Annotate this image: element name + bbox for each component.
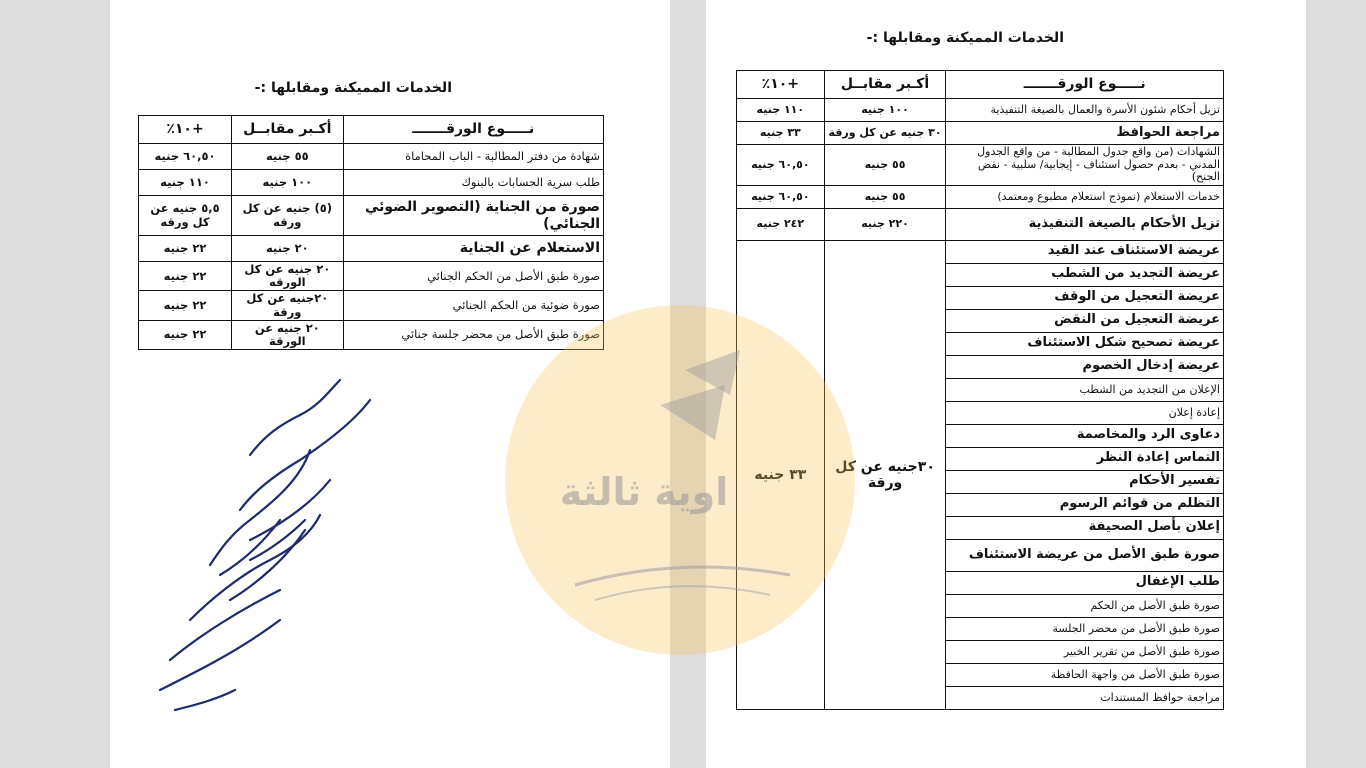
left-header-plus-ten: +١٠٪ <box>139 116 232 144</box>
fee-cell: (٥) جنيه عن كل ورقه <box>232 196 344 236</box>
service-cell: تزيل الأحكام بالصيغة التنفيذية <box>946 208 1224 240</box>
fee-cell: ٢٠ جنيه عن الورقة <box>232 320 344 349</box>
table-row <box>139 170 604 196</box>
plus-cell: ١١٠ جنيه <box>139 170 232 196</box>
service-cell: عريضة التجديد من الشطب <box>946 263 1224 286</box>
service-cell: مراجعة الحوافظ <box>946 122 1224 145</box>
service-cell: إعادة إعلان <box>946 401 1224 424</box>
handwritten-signature <box>130 360 430 740</box>
service-cell: مراجعة حوافظ المستندات <box>946 686 1224 709</box>
table-row <box>139 320 604 349</box>
service-cell: عريضة إدخال الخصوم <box>946 355 1224 378</box>
left-document-page <box>110 0 670 768</box>
left-table-header-row <box>139 116 604 144</box>
table-row <box>139 291 604 320</box>
table-row <box>737 240 1224 263</box>
right-page-title: الخدمات المميكنة ومقابلها :- <box>866 30 1064 46</box>
right-header-plus-ten: +١٠٪ <box>737 71 825 99</box>
service-cell: طلب سرية الحسابات بالبنوك <box>343 170 603 196</box>
fee-cell: ٣٠ جنيه عن كل ورقة <box>824 122 946 145</box>
table-row <box>139 236 604 262</box>
plus-cell: ٢٢ جنيه <box>139 320 232 349</box>
fee-cell: ٢٢٠ جنيه <box>824 208 946 240</box>
fee-cell: ٥٥ جنيه <box>824 185 946 208</box>
watermark-text: اوية ثالثة <box>559 470 729 514</box>
plus-cell: ١١٠ جنيه <box>737 99 825 122</box>
service-cell: الإعلان من التجديد من الشطب <box>946 378 1224 401</box>
fee-cell: ٥٥ جنيه <box>232 144 344 170</box>
plus-cell: ٢٢ جنيه <box>139 262 232 291</box>
service-cell: صورة طبق الأصل من الحكم <box>946 594 1224 617</box>
service-cell: صورة طبق الأصل من تقرير الخبير <box>946 640 1224 663</box>
service-cell: صورة طبق الأصل من الحكم الجنائي <box>343 262 603 291</box>
plus-cell: ٦٠,٥٠ جنيه <box>139 144 232 170</box>
service-cell: خدمات الاستعلام (نموذج استعلام مطبوع ومعتمد) <box>946 185 1224 208</box>
table-row <box>737 122 1224 145</box>
service-cell: صورة طبق الأصل من محضر الجلسة <box>946 617 1224 640</box>
left-fees-table <box>138 115 604 350</box>
left-page-title: الخدمات المميكنة ومقابلها :- <box>254 80 452 96</box>
right-fees-table <box>736 70 1224 710</box>
service-cell: الشهادات (من واقع جدول المطالبة - من واقع الجدول المدني - بعدم حصول استئناف - إيجابية/ سلبية - نقض الجنح) <box>946 145 1224 186</box>
table-row <box>737 185 1224 208</box>
service-cell: صورة طبق الأصل من واجهة الحافظة <box>946 663 1224 686</box>
service-cell: صورة طبق الأصل من محضر جلسة جنائي <box>343 320 603 349</box>
table-row <box>139 144 604 170</box>
service-cell: عريضة الاستئناف عند القيد <box>946 240 1224 263</box>
plus-cell: ٢٢ جنيه <box>139 236 232 262</box>
plus-cell: ٢٤٢ جنيه <box>737 208 825 240</box>
service-cell: إعلان بأصل الصحيفة <box>946 516 1224 539</box>
right-table-header-row <box>737 71 1224 99</box>
fee-cell: ٢٠ جنيه عن كل الورقه <box>232 262 344 291</box>
service-cell: التظلم من قوائم الرسوم <box>946 493 1224 516</box>
plus-cell: ٣٣ جنيه <box>737 122 825 145</box>
plus-cell: ٦٠,٥٠ جنيه <box>737 145 825 186</box>
service-cell: عريضة التعجيل من النقض <box>946 309 1224 332</box>
service-cell: تزيل أحكام شئون الأسرة والعمال بالصيغة التنفيذية <box>946 99 1224 122</box>
fee-cell: ١٠٠ جنيه <box>232 170 344 196</box>
table-row <box>139 262 604 291</box>
service-cell: التماس إعادة النظر <box>946 447 1224 470</box>
plus-cell: ٥,٥ جنيه عن كل ورقه <box>139 196 232 236</box>
shared-fee-cell: ٣٠جنيه عن كل ورقة <box>824 240 946 709</box>
table-row <box>737 145 1224 186</box>
right-header-service: نـــــوع الورقـــــــ <box>946 71 1224 99</box>
service-cell: شهادة من دفتر المطالبة - الباب المحاماة <box>343 144 603 170</box>
right-document-page <box>706 0 1306 768</box>
plus-cell: ٢٢ جنيه <box>139 291 232 320</box>
left-header-service: نـــــوع الورقـــــــ <box>343 116 603 144</box>
service-cell: الاستعلام عن الجناية <box>343 236 603 262</box>
plus-cell: ٦٠,٥٠ جنيه <box>737 185 825 208</box>
service-cell: دعاوى الرد والمخاصمة <box>946 424 1224 447</box>
table-row <box>737 99 1224 122</box>
fee-cell: ٢٠ جنيه <box>232 236 344 262</box>
fee-cell: ٢٠جنيه عن كل ورقة <box>232 291 344 320</box>
table-row <box>139 196 604 236</box>
fee-cell: ١٠٠ جنيه <box>824 99 946 122</box>
service-cell: عريضة التعجيل من الوقف <box>946 286 1224 309</box>
service-cell: تفسير الأحكام <box>946 470 1224 493</box>
service-cell: صورة طبق الأصل من عريضة الاستئناف <box>946 539 1224 571</box>
service-cell: صورة من الجناية (التصوير الضوئي الجنائي) <box>343 196 603 236</box>
service-cell: عريضة تصحيح شكل الاستئناف <box>946 332 1224 355</box>
right-header-max-fee: أكـبر مقابــل <box>824 71 946 99</box>
fee-cell: ٥٥ جنيه <box>824 145 946 186</box>
shared-plus-cell: ٣٣ جنيه <box>737 240 825 709</box>
table-row <box>737 208 1224 240</box>
service-cell: صورة ضوئية من الحكم الجنائي <box>343 291 603 320</box>
left-header-max-fee: أكـبر مقابــل <box>232 116 344 144</box>
service-cell: طلب الإغفال <box>946 571 1224 594</box>
